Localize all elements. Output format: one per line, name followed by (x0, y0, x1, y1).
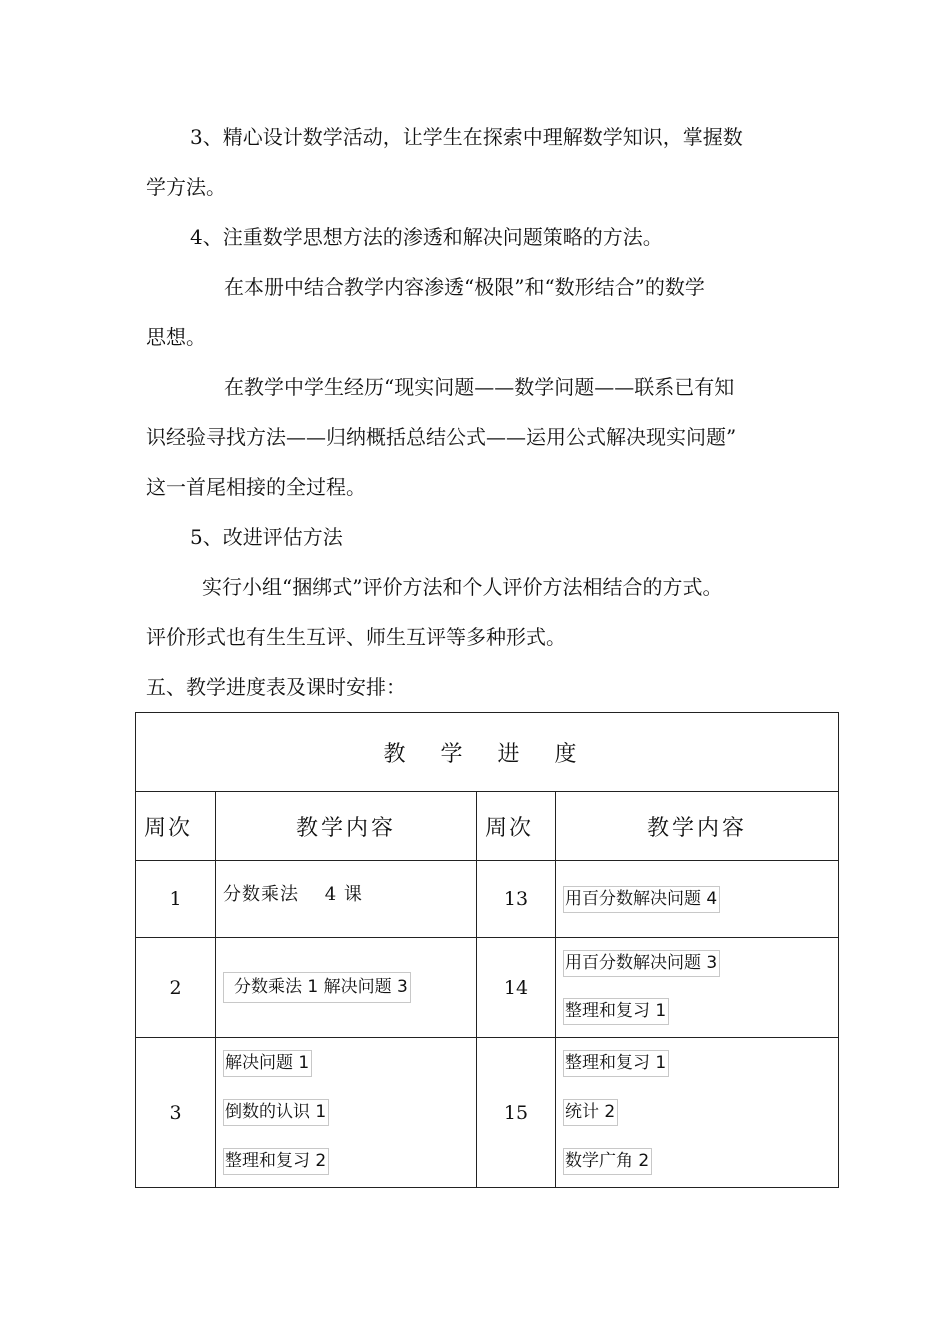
lesson-item: 分数乘法 1 解决问题 3 (223, 972, 411, 1003)
table-row (136, 938, 839, 1038)
schedule-table (135, 712, 839, 1188)
text-line: 在本册中结合教学内容渗透“极限”和“数形结合”的数学 (224, 275, 705, 299)
content-cell (556, 861, 839, 938)
table-row (136, 861, 839, 938)
week-number: 14 (477, 938, 556, 1038)
text-line: 4、注重数学思想方法的渗透和解决问题策略的方法。 (190, 225, 663, 249)
content-cell (216, 1038, 477, 1188)
text-line: 这一首尾相接的全过程。 (146, 475, 366, 499)
lesson-item: 统计 2 (563, 1099, 618, 1126)
header-week: 周次 (477, 792, 556, 861)
week-number: 3 (136, 1038, 216, 1188)
text-line: 实行小组“捆绑式”评价方法和个人评价方法相结合的方式。 (202, 575, 723, 599)
paragraph-evaluation (146, 562, 806, 662)
table-title: 教 学 进 度 (136, 713, 839, 792)
text-line: 在教学中学生经历“现实问题——数学问题——联系已有知 (224, 375, 735, 399)
lesson-item: 整理和复习 1 (563, 1050, 669, 1077)
lesson-item: 用百分数解决问题 3 (563, 950, 720, 977)
lesson-item: 整理和复习 2 (223, 1148, 329, 1175)
paragraph-process (146, 362, 806, 512)
paragraph-4 (146, 212, 806, 262)
header-content: 教学内容 (556, 792, 839, 861)
week-number: 2 (136, 938, 216, 1038)
text-line: 识经验寻找方法——归纳概括总结公式——运用公式解决现实问题” (146, 425, 737, 449)
content-cell (216, 938, 477, 1038)
section-heading-5 (146, 662, 806, 712)
lesson-item: 分数乘法 4 课 (223, 884, 363, 905)
paragraph-limit-idea (146, 262, 806, 362)
week-number: 13 (477, 861, 556, 938)
lesson-item: 倒数的认识 1 (223, 1099, 329, 1126)
text-line: 五、教学进度表及课时安排： (146, 675, 406, 699)
text-line: 3、精心设计数学活动，让学生在探索中理解数学知识，掌握数 (190, 125, 743, 149)
content-cell (216, 861, 477, 938)
lesson-item: 数学广角 2 (563, 1148, 652, 1175)
week-number: 1 (136, 861, 216, 938)
header-content: 教学内容 (216, 792, 477, 861)
lesson-item: 解决问题 1 (223, 1050, 312, 1077)
content-cell (556, 938, 839, 1038)
content-cell (556, 1038, 839, 1188)
text-line: 评价形式也有生生互评、师生互评等多种形式。 (146, 625, 566, 649)
paragraph-5 (146, 512, 806, 562)
header-week: 周次 (136, 792, 216, 861)
table-row (136, 1038, 839, 1188)
text-line: 思想。 (146, 325, 206, 349)
week-number: 15 (477, 1038, 556, 1188)
lesson-item: 整理和复习 1 (563, 998, 669, 1025)
paragraph-3 (146, 112, 806, 212)
text-line: 学方法。 (146, 175, 226, 199)
text-line: 5、改进评估方法 (190, 525, 343, 549)
lesson-item: 用百分数解决问题 4 (563, 886, 720, 913)
